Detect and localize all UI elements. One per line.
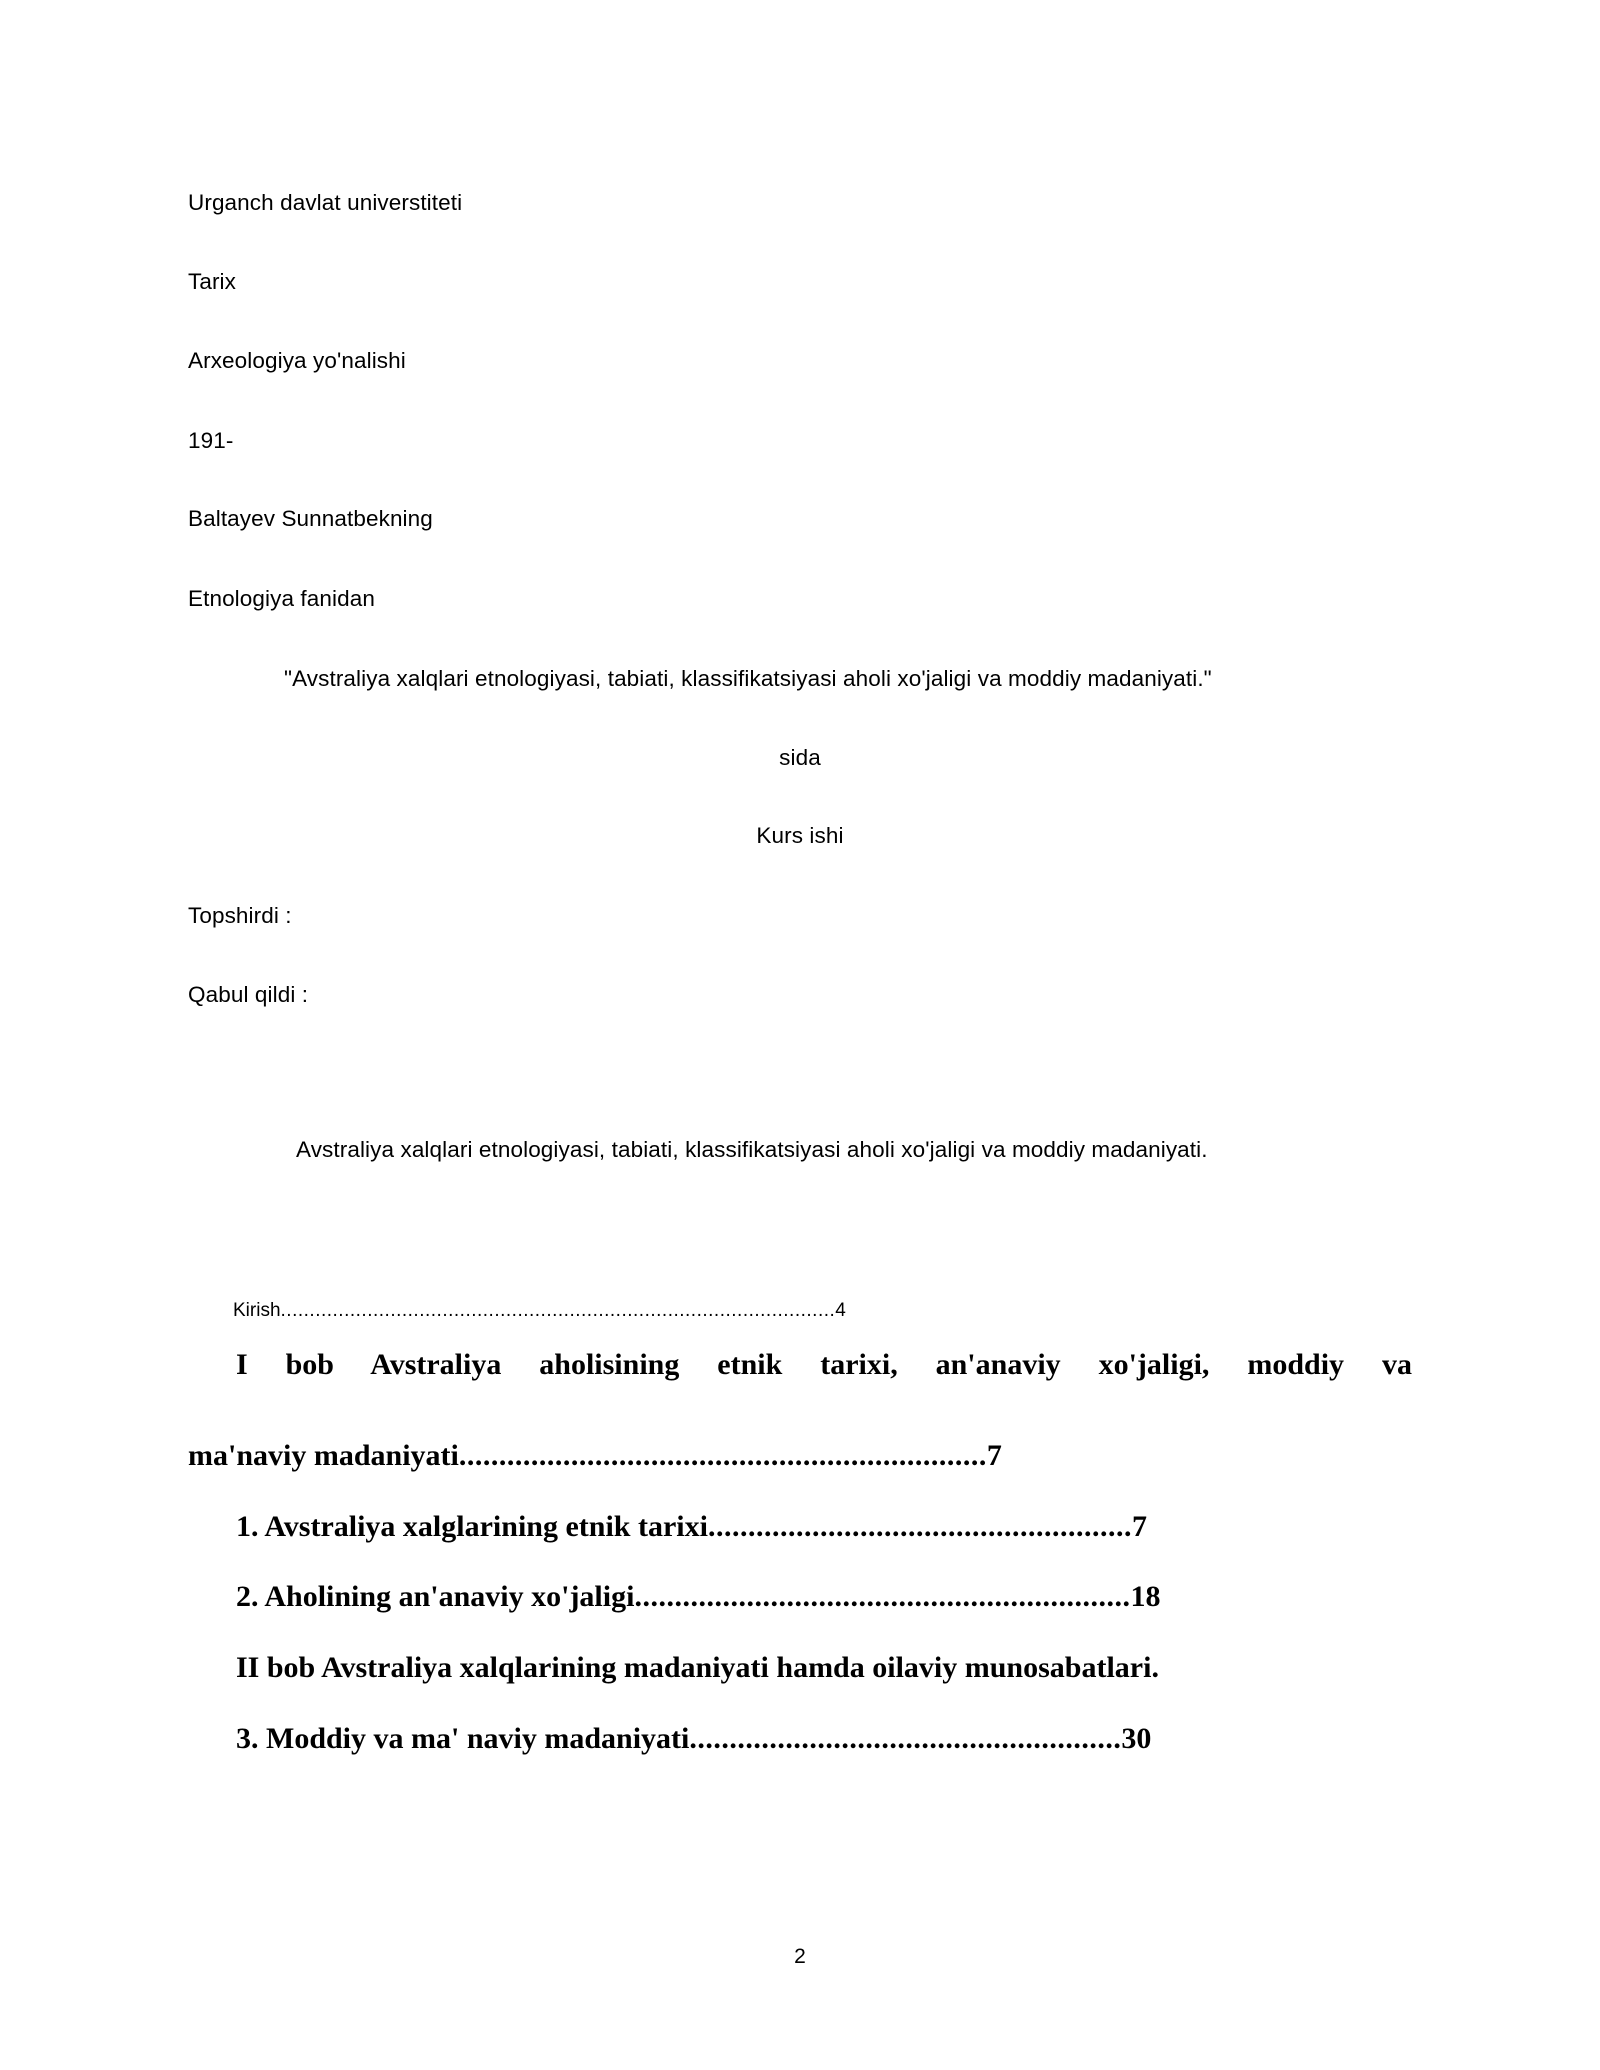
- toc-entry-section-3[interactable]: [188, 1718, 1412, 1761]
- toc-chapter-1-continuation-text: ma'naviy madaniyati: [188, 1439, 459, 1473]
- toc-entry-section-2[interactable]: [188, 1576, 1412, 1619]
- toc-section-3-leader: ......................................................: [689, 1721, 1122, 1755]
- topic-suffix: sida: [779, 745, 821, 770]
- toc-entry-chapter-2[interactable]: [188, 1647, 1412, 1690]
- toc-chapter-1-page: 7: [986, 1439, 1002, 1473]
- accepted-by-label: Qabul qildi :: [188, 982, 309, 1007]
- toc-chapter-1-text: I bob Avstraliya aholisining etnik tarixi, an'anaviy xo'jaligi, moddiy va: [236, 1348, 1412, 1381]
- toc-section-3-text: 3. Moddiy va ma' naviy madaniyati: [236, 1721, 690, 1755]
- toc-section-1-leader: .....................................................: [707, 1509, 1132, 1543]
- toc-section-2-page: 18: [1130, 1580, 1161, 1614]
- table-of-contents: [188, 1300, 1412, 1788]
- faculty-name: Tarix: [188, 269, 237, 294]
- toc-section-1-text: 1. Avstraliya xalglarining etnik tarixi: [236, 1509, 708, 1543]
- toc-intro-leader: ................................................................................................: [280, 1300, 836, 1321]
- toc-section-2-leader: ..............................................................: [634, 1580, 1131, 1614]
- toc-entry-chapter-1[interactable]: [188, 1344, 1412, 1429]
- topic-title-plain: Avstraliya xalqlari etnologiyasi, tabiati, klassifikatsiyasi aholi xo'jaligi va moddiy madaniyati.: [296, 1137, 1208, 1162]
- subject-name: Etnologiya fanidan: [188, 586, 375, 611]
- toc-chapter-2-text: II bob Avstraliya xalqlarining madaniyati hamda oilaviy munosabatlari.: [236, 1650, 1159, 1684]
- submitted-by-label: Topshirdi :: [188, 903, 292, 928]
- university-name: Urganch davlat universtiteti: [188, 190, 463, 215]
- work-type: Kurs ishi: [756, 823, 844, 848]
- toc-entry-chapter-1-continuation[interactable]: [188, 1435, 1412, 1478]
- toc-entry-intro[interactable]: [188, 1300, 1412, 1322]
- student-name: Baltayev Sunnatbekning: [188, 506, 433, 531]
- toc-intro-label: Kirish: [233, 1300, 281, 1321]
- toc-section-3-page: 30: [1121, 1721, 1152, 1755]
- toc-chapter-1-leader: ..................................................................: [458, 1439, 987, 1473]
- topic-title-quoted: "Avstraliya xalqlari etnologiyasi, tabiati, klassifikatsiyasi aholi xo'jaligi va moddiy madaniyati.": [284, 666, 1212, 691]
- group-number: 191-: [188, 428, 234, 453]
- toc-section-2-text: 2. Aholining an'anaviy xo'jaligi: [236, 1580, 635, 1614]
- toc-section-1-page: 7: [1131, 1509, 1147, 1543]
- study-direction: Arxeologiya yo'nalishi: [188, 348, 406, 373]
- page-number: 2: [794, 1945, 806, 1968]
- toc-intro-page: 4: [835, 1300, 846, 1321]
- toc-entry-section-1[interactable]: [188, 1506, 1412, 1549]
